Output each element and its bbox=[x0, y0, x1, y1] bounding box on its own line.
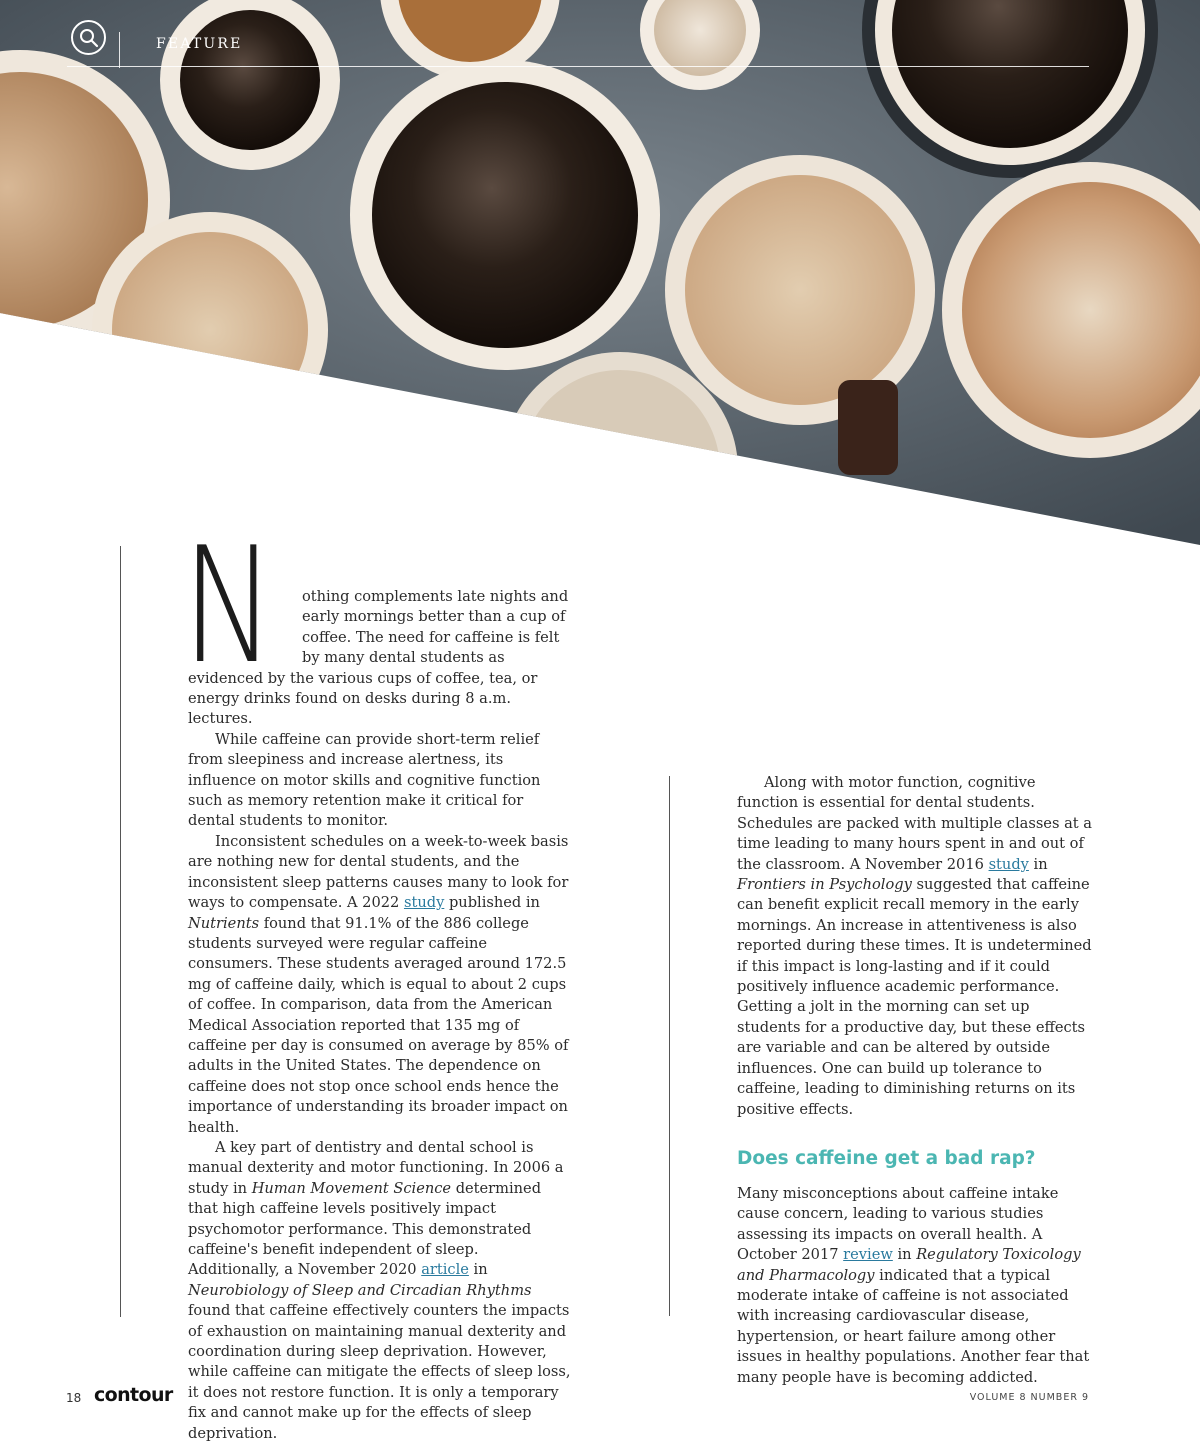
section-subhead: Does caffeine get a bad rap? bbox=[737, 1147, 1036, 1169]
study-link[interactable]: study bbox=[403, 894, 445, 912]
journal-name: Human Movement Science bbox=[251, 1179, 452, 1197]
intro-paragraph: N othing complements late nights and early mornings better than a cup of coffee. The need for caffeine is felt by many dental students as evidenced by the various cups of coffee, tea, or energy drinks found on desks during 8 a.m. lectures. bbox=[182, 512, 569, 728]
paragraph: Inconsistent schedules on a week-to-week basis are nothing new for dental students, and the inconsistent sleep patterns causes many to look for ways to compensate. A 2022 study published in Nutrients found that 91.1% of the 886 college students surveyed were regular caffeine consumers. These students averaged around 172.5 mg of caffeine daily, which is equal to about 2 cups of coffee. In comparison, data from the American Medical Association reported that 135 mg of caffeine per day is consumed on average by 85% of adults in the United States. The dependence on caffeine does not stop once school ends hence the importance of understanding its broader impact on health. bbox=[188, 832, 569, 1136]
header-divider bbox=[119, 32, 120, 68]
right-column-rule bbox=[669, 776, 670, 1316]
journal-name: Nutrients bbox=[188, 914, 260, 932]
article-right-column bbox=[737, 773, 1097, 1388]
left-column-rule bbox=[120, 546, 121, 1317]
article-link[interactable]: article bbox=[421, 1261, 469, 1279]
search-icon bbox=[79, 28, 99, 48]
journal-name: Frontiers in Psychology bbox=[737, 876, 912, 894]
drop-cap: N bbox=[182, 512, 270, 699]
search-button[interactable] bbox=[71, 20, 106, 55]
brand-logo: contour bbox=[94, 1384, 173, 1406]
paragraph: Along with motor function, cognitive function is essential for dental students. Schedules are packed with multiple classes at a time leading to many hours spent in and out of the classroom. A November 2016 study in Frontiers in Psychology suggested that caffeine can benefit explicit recall memory in the early mornings. An increase in attentiveness is also reported during these times. It is undetermined if this impact is long-lasting and if it could positively influence academic performance. Getting a jolt in the morning can set up students for a productive day, but these effects are variable and can be altered by outside influences. One can build up tolerance to caffeine, leading to diminishing returns on its positive effects. bbox=[737, 774, 1092, 1118]
paragraph: While caffeine can provide short-term relief from sleepiness and increase alertness, its influence on motor skills and cognitive function such as memory retention make it critical for dental students to monitor. bbox=[188, 730, 541, 830]
paragraph: A key part of dentistry and dental school is manual dexterity and motor functioning. In 2006 a study in Human Movement Science determined that high caffeine levels positively impact psychomotor performance. This demonstrated caffeine's benefit independent of sleep. Additionally, a November 2020 article in Neurobiology of Sleep and Circadian Rhythms found that caffeine effectively counters the impacts of exhaustion on maintaining manual dexterity and coordination during sleep deprivation. However, while caffeine can mitigate the effects of sleep loss, it does not restore function. It is only a temporary fix and cannot make up for the effects of sleep deprivation. bbox=[188, 1138, 571, 1442]
header-rule bbox=[67, 66, 1089, 67]
study-link[interactable]: study bbox=[988, 855, 1029, 873]
paragraph: Many misconceptions about caffeine intake cause concern, leading to various studies assessing its impacts on overall health. A October 2017 review in Regulatory Toxicology and Pharmacology indicated that a typical moderate intake of caffeine is not associated with increasing cardiovascular disease, hypertension, or heart failure among other issues in healthy populations. Another fear that many people have is becoming addicted. bbox=[737, 1184, 1090, 1386]
review-link[interactable]: review bbox=[843, 1246, 893, 1264]
hero-image bbox=[0, 0, 1200, 545]
article-left-column bbox=[182, 512, 574, 1444]
journal-name: Regulatory Toxicology and Pharmacology bbox=[737, 1246, 1081, 1284]
page-number: 18 bbox=[66, 1391, 82, 1405]
coffee-cups-illustration bbox=[0, 0, 1200, 545]
issue-label: VOLUME 8 NUMBER 9 bbox=[969, 1392, 1089, 1403]
section-header bbox=[67, 0, 1089, 68]
journal-name: Neurobiology of Sleep and Circadian Rhythms bbox=[188, 1281, 532, 1299]
section-label: FEATURE bbox=[156, 36, 243, 52]
